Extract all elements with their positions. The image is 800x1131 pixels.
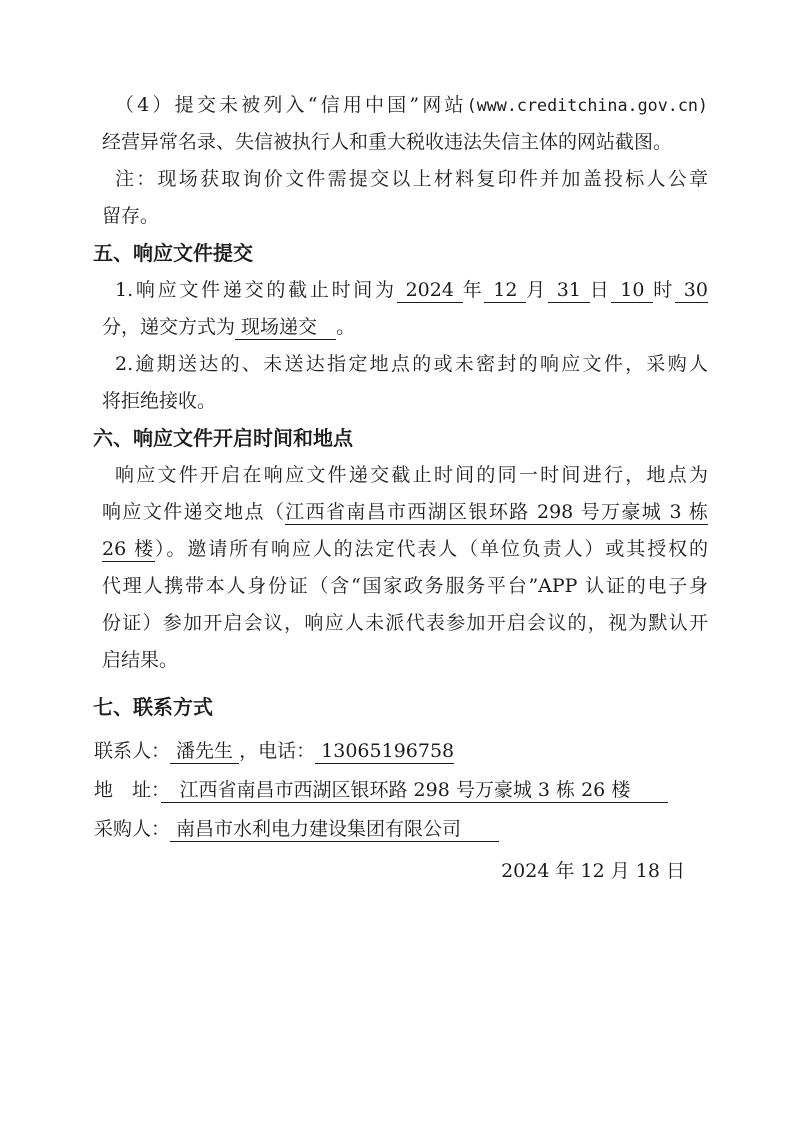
clause-4-paragraph (93, 87, 708, 161)
underlined-value: 潘先生 (170, 740, 240, 762)
url-text: (www.creditchina.gov.cn) (466, 95, 708, 115)
text-segment: 采购人： (94, 818, 171, 840)
text-line (93, 605, 708, 642)
underlined-value: 江西省南昌市西湖区银环路 298 号万豪城 3 栋 26 楼 (160, 779, 669, 801)
text-line (93, 272, 708, 309)
document-content (93, 87, 708, 849)
note-paragraph (93, 161, 708, 235)
text-line (93, 771, 708, 810)
underlined-value: 10 (611, 279, 654, 301)
underlined-value: 12 (484, 279, 527, 301)
text-segment: 联系人： (94, 740, 171, 762)
text-segment: 份证）参加开启会议，响应人未派代表参加开启会议的，视为默认开 (102, 612, 708, 634)
deadline-paragraph (93, 272, 708, 346)
underlined-value: 31 (547, 279, 590, 301)
text-line (93, 494, 708, 531)
text-line (93, 124, 708, 161)
text-segment: （4）提交未被列入“信用中国”网站 (115, 94, 467, 116)
text-segment: 日 (589, 279, 612, 301)
text-line (93, 732, 708, 771)
section-6-heading: 六、响应文件开启时间和地点 (93, 426, 353, 450)
underlined-value: 30 (674, 279, 708, 301)
underlined-value: 13065196758 (315, 740, 455, 762)
text-line (93, 309, 708, 346)
text-segment: 2.逾期送达的、未送达指定地点的或未密封的响应文件，采购人 (115, 353, 708, 375)
text-segment: 代理人携带本人身份证（含“国家政务服务平台”APP 认证的电子身 (102, 575, 708, 597)
text-line (93, 568, 708, 605)
text-segment: 月 (526, 279, 548, 301)
text-segment: 注：现场获取询价文件需提交以上材料复印件并加盖投标人公章 (115, 168, 708, 190)
late-delivery-paragraph (93, 346, 708, 420)
text-line (93, 87, 708, 124)
text-segment: ，电话： (239, 740, 316, 762)
opening-paragraph (93, 457, 708, 679)
text-segment: 分，递交方式为 (102, 316, 236, 338)
text-segment: 地 址： (94, 779, 161, 801)
text-segment: 留存。 (102, 205, 160, 227)
contact-block (93, 732, 708, 849)
underlined-value: 26 楼 (102, 538, 156, 560)
text-segment: ）。邀请所有响应人的法定代表人（单位负责人）或其授权的 (155, 538, 708, 560)
underlined-value: 江西省南昌市西湖区银环路 298 号万豪城 3 栋 (285, 501, 708, 523)
section-7-heading: 七、联系方式 (93, 695, 213, 719)
text-segment: 将拒绝接收。 (102, 390, 217, 412)
text-segment: 1.响应文件递交的截止时间为 (115, 279, 397, 301)
text-segment: 经营异常名录、失信被执行人和重大税收违法失信主体的网站截图。 (102, 131, 673, 153)
text-segment: 时 (653, 279, 675, 301)
text-line (93, 346, 708, 383)
text-segment: 响应文件递交地点（ (102, 501, 286, 523)
text-line (93, 810, 708, 849)
document-date: 2024 年 12 月 18 日 (501, 860, 685, 882)
text-segment: 年 (462, 279, 485, 301)
section-5-heading: 五、响应文件提交 (93, 241, 253, 265)
text-line (93, 531, 708, 568)
text-line (93, 457, 708, 494)
underlined-value: 南昌市水利电力建设集团有限公司 (170, 818, 500, 840)
text-line (93, 198, 708, 235)
text-segment: 。 (336, 316, 356, 338)
text-segment: 响应文件开启在响应文件递交截止时间的同一时间进行，地点为 (115, 464, 708, 486)
text-line (93, 161, 708, 198)
underlined-value: 现场递交 (235, 316, 337, 338)
underlined-value: 2024 (396, 279, 463, 301)
text-line (93, 383, 708, 420)
text-line (93, 642, 708, 679)
text-segment: 启结果。 (102, 649, 179, 671)
